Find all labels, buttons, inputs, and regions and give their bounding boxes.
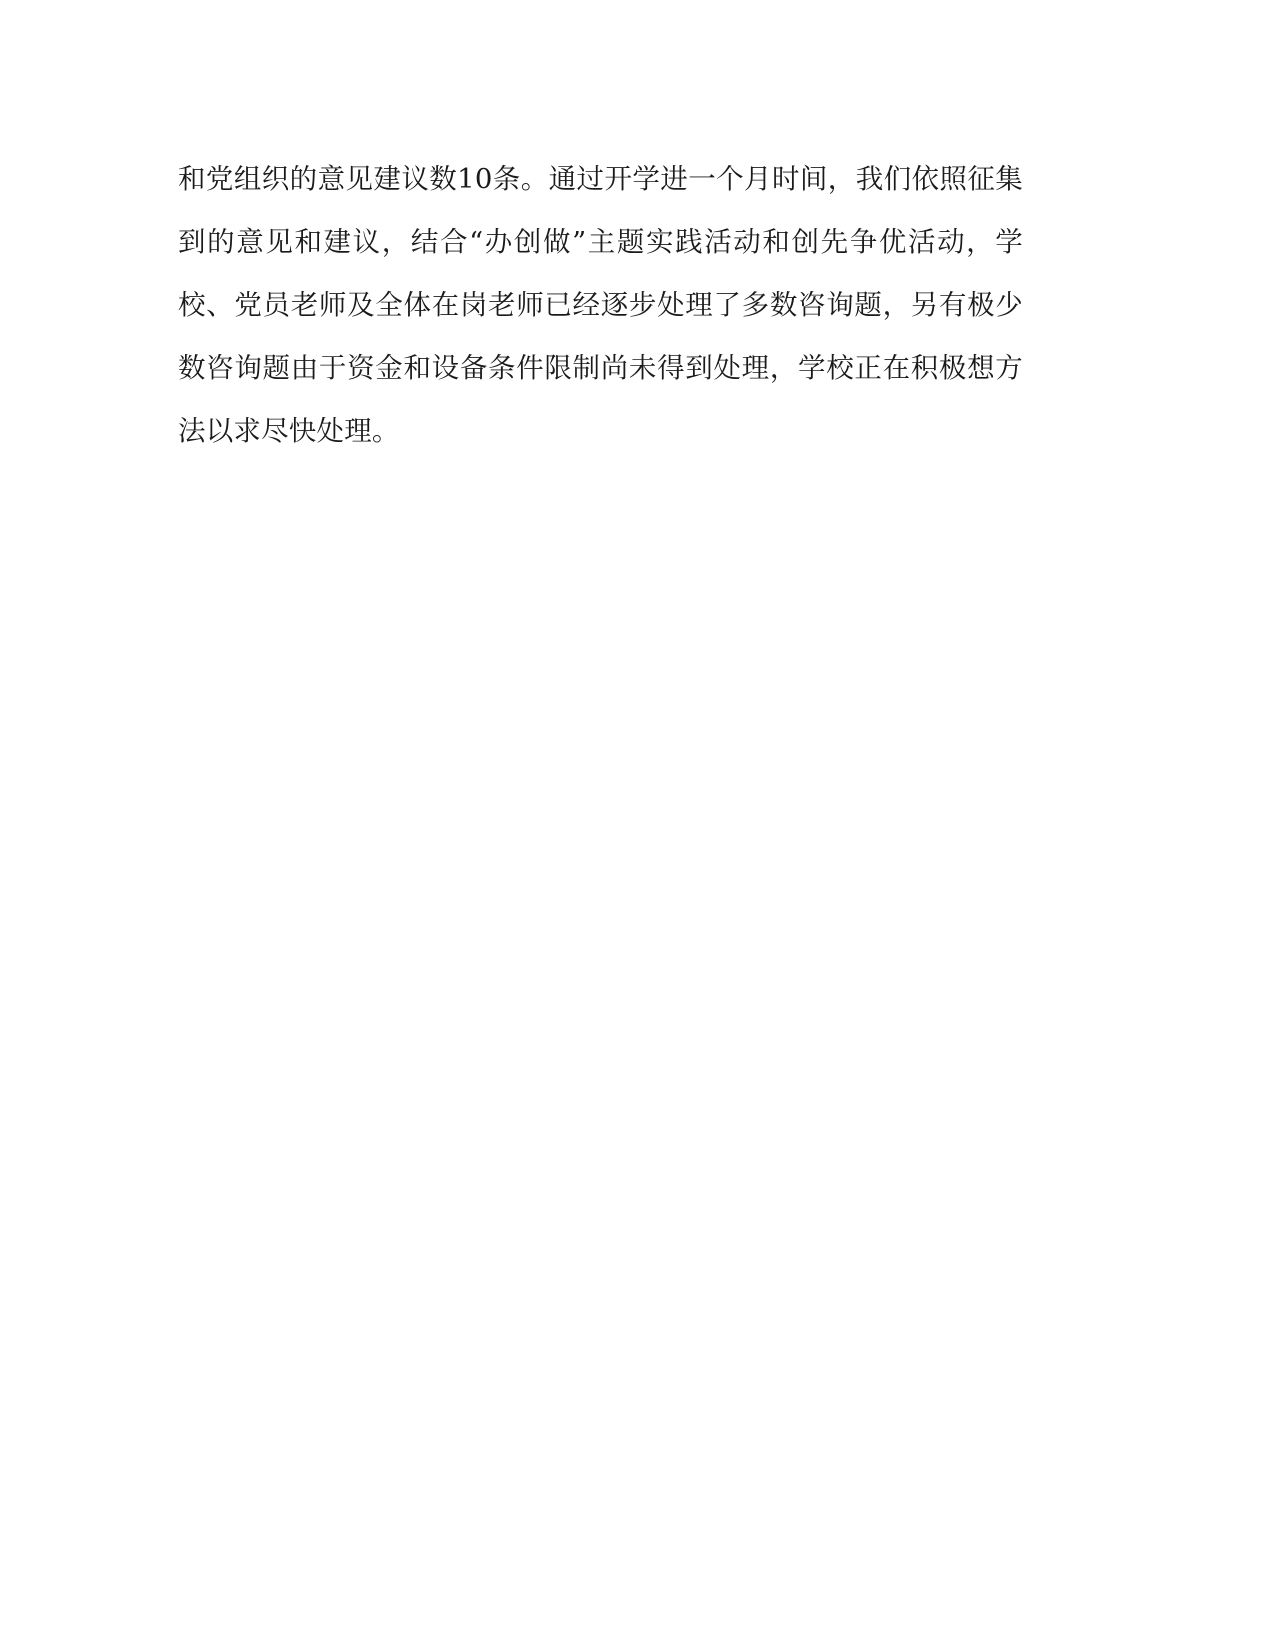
document-body bbox=[178, 148, 1023, 463]
body-paragraph: 和党组织的意见建议数10条。通过开学进一个月时间，我们依照征集到的意见和建议，结合“办创做”主题实践活动和创先争优活动，学校、党员老师及全体在岗老师已经逐步处理了多数咨询题，另有极少数咨询题由于资金和设备条件限制尚未得到处理，学校正在积极想方法以求尽快处理。 bbox=[178, 163, 1023, 447]
